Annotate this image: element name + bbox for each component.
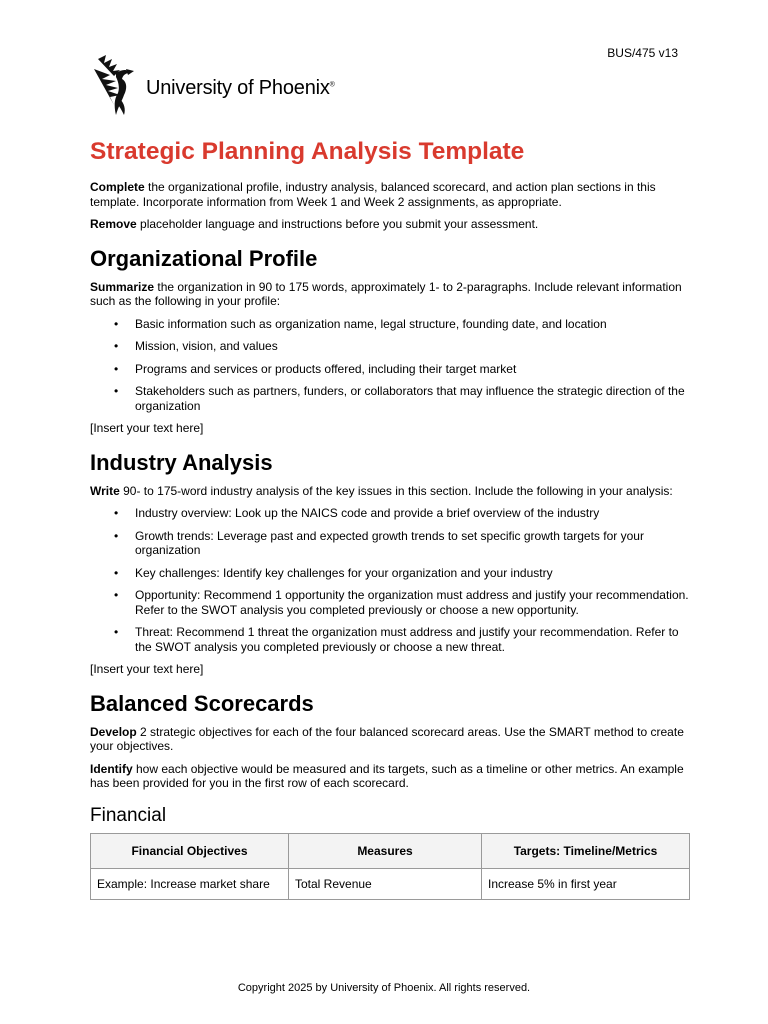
financial-table <box>90 833 690 900</box>
scorecards-develop-bold: Develop <box>90 724 137 739</box>
logo-wordmark <box>146 77 335 100</box>
list-item: • Growth trends: Leverage past and expected growth trends to set specific growth targets for your organization <box>135 529 690 558</box>
table-cell[interactable]: Total Revenue <box>289 868 482 899</box>
industry-placeholder[interactable]: [Insert your text here] <box>90 662 204 676</box>
list-item: • Basic information such as organization name, legal structure, founding date, and location <box>135 317 690 332</box>
industry-instr-bold: Write <box>90 483 120 498</box>
column-header: Financial Objectives <box>91 833 289 868</box>
org-profile-instr-text: the organization in 90 to 175 words, approximately 1- to 2-paragraphs. Include relevant information such as the following in your profile: <box>90 279 682 308</box>
industry-list <box>90 506 690 654</box>
list-item: • Key challenges: Identify key challenges for your organization and your industry <box>135 566 690 581</box>
org-profile-heading: Organizational Profile <box>90 245 318 271</box>
table-header-row <box>91 833 690 868</box>
logo-text: University of Phoenix <box>146 76 330 99</box>
scorecards-heading: Balanced Scorecards <box>90 690 314 716</box>
list-item: • Threat: Recommend 1 threat the organization must address and justify your recommendation. Refer to the SWOT analysis you completed previously or choose a new threat. <box>135 625 690 654</box>
copyright-footer: Copyright 2025 by University of Phoenix. All rights reserved. <box>237 982 531 994</box>
intro-remove-bold: Remove <box>90 217 137 231</box>
phoenix-bird-icon <box>90 55 142 117</box>
column-header: Measures <box>289 833 482 868</box>
table-cell[interactable]: Example: Increase market share <box>91 868 289 899</box>
intro-complete-text: the organizational profile, industry analysis, balanced scorecard, and action plan sections in this template. Incorporate information from Week 1 and Week 2 assignments, as appropriate. <box>90 180 656 209</box>
scorecards-identify <box>90 762 690 791</box>
table-cell[interactable]: Increase 5% in first year <box>482 868 690 899</box>
intro-complete-bold: Complete <box>90 180 145 194</box>
industry-instr-text: 90- to 175-word industry analysis of the key issues in this section. Include the following in your analysis: <box>119 483 673 498</box>
course-code: BUS/475 v13 <box>607 46 678 60</box>
document-body <box>90 138 690 900</box>
financial-heading: Financial <box>90 804 167 826</box>
scorecards-identify-text: how each objective would be measured and its targets, such as a timeline or other metrics. An example has been provided for you in the first row of each scorecard. <box>90 761 684 790</box>
industry-instructions <box>90 484 690 499</box>
list-item: • Programs and services or products offered, including their target market <box>135 362 690 377</box>
intro-remove <box>90 217 690 232</box>
intro-remove-text: placeholder language and instructions before you submit your assessment. <box>136 217 539 231</box>
scorecards-develop-text: 2 strategic objectives for each of the four balanced scorecard areas. Use the SMART method to create your objectives. <box>90 724 684 753</box>
org-profile-instructions <box>90 280 690 309</box>
page-title: Strategic Planning Analysis Template <box>90 138 525 165</box>
column-header: Targets: Timeline/Metrics <box>482 833 690 868</box>
intro-complete <box>90 180 690 209</box>
list-item: • Opportunity: Recommend 1 opportunity the organization must address and justify your recommendation. Refer to the SWOT analysis you completed previously or choose a new opportunity. <box>135 588 690 617</box>
org-profile-instr-bold: Summarize <box>90 279 155 294</box>
table-row <box>91 868 690 899</box>
scorecards-develop <box>90 725 690 754</box>
scorecards-identify-bold: Identify <box>90 761 133 776</box>
list-item: • Mission, vision, and values <box>135 339 690 354</box>
registered-mark: ® <box>329 80 335 88</box>
list-item: • Industry overview: Look up the NAICS code and provide a brief overview of the industry <box>135 506 690 521</box>
industry-heading: Industry Analysis <box>90 449 273 475</box>
org-profile-placeholder[interactable]: [Insert your text here] <box>90 421 204 435</box>
org-profile-list <box>90 317 690 414</box>
list-item: • Stakeholders such as partners, funders, or collaborators that may influence the strategic direction of the organization <box>135 384 690 413</box>
university-logo <box>90 55 335 117</box>
